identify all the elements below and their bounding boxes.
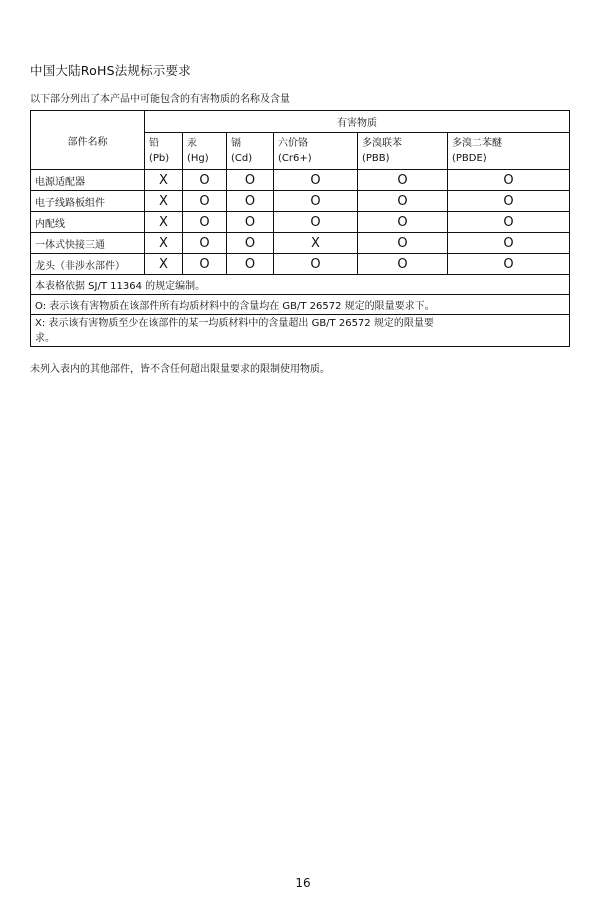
- table-row: [31, 233, 570, 254]
- mark-cell: O: [274, 212, 358, 233]
- mark-cell: O: [358, 254, 448, 275]
- substance-header-mercury: [183, 133, 227, 170]
- hazardous-substances-header: 有害物质: [145, 111, 570, 133]
- substance-header-cadmium: [227, 133, 274, 170]
- substance-symbol: (Hg): [187, 153, 209, 164]
- mark-cell: O: [448, 233, 570, 254]
- part-name-cell: 电子线路板组件: [31, 191, 145, 212]
- mark-cell: O: [358, 191, 448, 212]
- mark-cell: O: [358, 170, 448, 191]
- part-name-header: 部件名称: [31, 111, 145, 170]
- table-row: [31, 191, 570, 212]
- mark-cell: O: [274, 191, 358, 212]
- mark-cell: O: [274, 170, 358, 191]
- mark-cell: O: [358, 233, 448, 254]
- mark-cell: O: [183, 254, 227, 275]
- page-title: 中国大陆RoHS法规标示要求: [30, 63, 191, 78]
- part-name-cell: 一体式快接三通: [31, 233, 145, 254]
- substance-symbol: (Cr6+): [278, 153, 312, 164]
- table-row: [31, 254, 570, 275]
- mark-cell: O: [183, 212, 227, 233]
- mark-cell: O: [227, 254, 274, 275]
- substance-symbol: (Cd): [231, 153, 253, 164]
- mark-cell: O: [183, 233, 227, 254]
- mark-cell: X: [274, 233, 358, 254]
- substance-header-chromium: [274, 133, 358, 170]
- substance-name: 多溴联苯: [362, 138, 402, 149]
- mark-cell: O: [227, 212, 274, 233]
- hazardous-substances-table: [30, 110, 570, 347]
- note-basis: 本表格依据 SJ/T 11364 的规定编制。: [31, 275, 570, 295]
- part-name-cell: 电源适配器: [31, 170, 145, 191]
- mark-cell: O: [227, 191, 274, 212]
- substance-symbol: (PBDE): [452, 153, 487, 164]
- table-row: [31, 170, 570, 191]
- intro-text: 以下部分列出了本产品中可能包含的有害物质的名称及含量: [30, 94, 290, 105]
- part-name-cell: 内配线: [31, 212, 145, 233]
- mark-cell: O: [448, 191, 570, 212]
- substance-symbol: (Pb): [149, 153, 170, 164]
- page-number: 16: [295, 876, 311, 890]
- mark-cell: O: [448, 254, 570, 275]
- table-row: [31, 212, 570, 233]
- part-name-cell: 龙头（非涉水部件）: [31, 254, 145, 275]
- mark-cell: O: [448, 170, 570, 191]
- note-row: [31, 315, 570, 347]
- mark-cell: O: [448, 212, 570, 233]
- substance-name: 汞: [187, 138, 197, 149]
- mark-cell: X: [145, 233, 183, 254]
- mark-cell: X: [145, 254, 183, 275]
- note-x-line: X: 表示该有害物质至少在该部件的某一均质材料中的含量超出 GB/T 26572 规定的限量要: [35, 317, 434, 329]
- mark-cell: X: [145, 170, 183, 191]
- substance-name: 铅: [149, 138, 159, 149]
- note-o-meaning: O: 表示该有害物质在该部件所有均质材料中的含量均在 GB/T 26572 规定的限量要求下。: [31, 295, 570, 315]
- note-x-line: 求。: [35, 332, 55, 344]
- mark-cell: O: [358, 212, 448, 233]
- mark-cell: X: [145, 212, 183, 233]
- substance-name: 六价铬: [278, 138, 308, 149]
- substance-header-lead: [145, 133, 183, 170]
- mark-cell: O: [274, 254, 358, 275]
- note-x-meaning: [31, 315, 570, 347]
- substance-name: 镉: [231, 138, 241, 149]
- note-row: [31, 295, 570, 315]
- mark-cell: O: [227, 233, 274, 254]
- mark-cell: O: [183, 170, 227, 191]
- substance-symbol: (PBB): [362, 153, 390, 164]
- footer-note: 未列入表内的其他部件，皆不含任何超出限量要求的限制使用物质。: [30, 364, 330, 375]
- substance-name: 多溴二苯醚: [452, 138, 502, 149]
- note-row: [31, 275, 570, 295]
- mark-cell: O: [227, 170, 274, 191]
- substance-header-pbb: [358, 133, 448, 170]
- mark-cell: X: [145, 191, 183, 212]
- mark-cell: O: [183, 191, 227, 212]
- substance-header-pbde: [448, 133, 570, 170]
